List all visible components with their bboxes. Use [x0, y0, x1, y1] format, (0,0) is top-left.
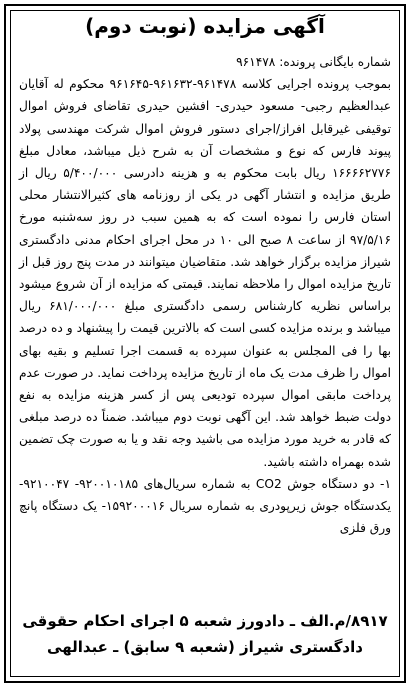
notice-body — [19, 51, 391, 591]
notice-inner-border — [10, 10, 400, 677]
notice-frame — [4, 4, 406, 683]
notice-footer — [17, 608, 393, 666]
footer-line-1: ۸۹۱۷/م.الف ـ دادورز شعبه ۵ اجرای احکام حقوقی — [22, 612, 388, 630]
notice-body-text: بموجب پرونده اجرایی کلاسه ۹۶۱۴۷۸-۹۶۱۶۳۲-۹۶۱۶۴۵ محکوم له آقایان عبدالعظیم رجبی- مسعود حیدری- افشین حیدری تقاضای فروش اموال توقیفی غیرقابل افراز/اجرای دستور فروش اموال شرکت مهندسی پولاد پیوند فارس که نوع و مشخصات آن به شرح ذیل میباشد، معادل مبلغ ۱۶۶۶۶۲۷۷۶ ریال بابت محکوم به و هزینه دادرسی ۵/۴۰۰/۰۰۰ ریال از طریق مزایده و انتشار آگهی در یکی از روزنامه های کثیرالانتشار محلی استان فارس را نموده است که به همین سبب در روز سه‌شنبه مورخ ۹۷/۵/۱۶ از ساعت ۸ صبح الی ۱۰ در محل اجرای احکام مدنی دادگستری شیراز مزایده برگزار خواهد شد. متقاضیان میتوانند در مدت پنج روز قبل از تاریخ مزایده اموال را ملاحظه نمایند. قیمتی که مزایده از آن شروع میشود براساس نظریه کارشناس رسمی دادگستری مبلغ ۶۸۱/۰۰۰/۰۰۰ ریال میباشد و برنده مزایده کسی است که بالاترین قیمت را پیشنهاد و ده درصد بها را فی المجلس به عنوان سپرده به قسمت اجرا تسلیم و بقیه بهای اموال را ظرف مدت یک ماه از تاریخ مزایده پرداخت نماید. در صورت عدم پرداخت مابقی اموال سپرده تودیعی پس از کسر هزینه مزایده به نفع دولت ضبط خواهد شد. این آگهی نوبت دوم میباشد. ضمناً ده درصد مبلغی که قادر به خرید مورد مزایده می باشید وجه نقد و یا به صورت چک تضمین شده بهمراه داشته باشید. — [19, 77, 391, 469]
auction-items: ۱- دو دستگاه جوش CO2 به شماره سریال‌های ۹۲۰۰۱۰۱۸۵- ۹۲۱۰۰۴۷- یکدستگاه جوش زیرپودری به شماره سریال ۱۵۹۲۰۰۰۱۶- یک دستگاه پانچ ورق فلزی — [19, 476, 391, 536]
notice-title: آگهی مزایده (نوبت دوم) — [85, 14, 325, 38]
archive-number: شماره بایگانی پرونده: ۹۶۱۴۷۸ — [236, 55, 391, 69]
footer-line-2: دادگستری شیراز (شعبه ۹ سابق) ـ عبدالهی — [47, 638, 363, 656]
